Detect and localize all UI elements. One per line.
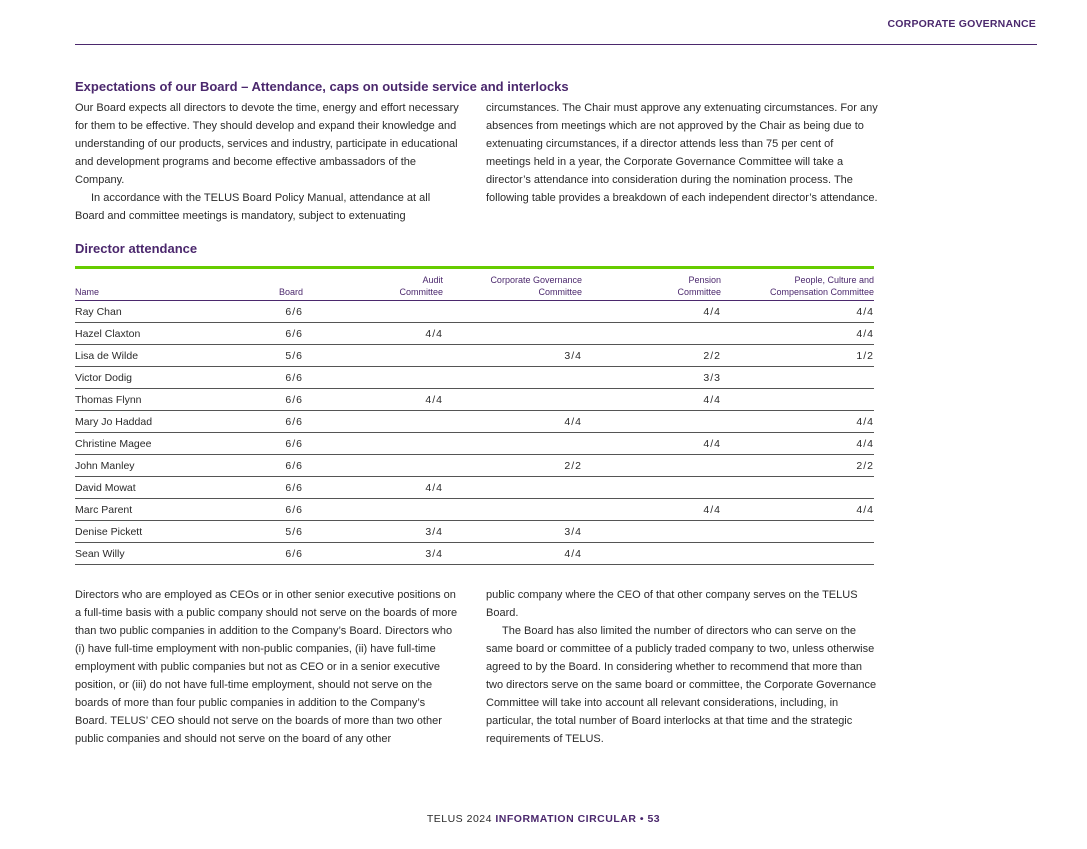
cell-name: Marc Parent (75, 499, 235, 521)
page-footer (0, 813, 1087, 825)
cell-pension (582, 455, 721, 477)
cell-audit (303, 345, 443, 367)
cell-name: Ray Chan (75, 301, 235, 323)
cell-people-culture-compensation: 4/4 (721, 323, 874, 345)
cell-pension: 3/3 (582, 367, 721, 389)
cell-audit (303, 301, 443, 323)
cell-audit: 4/4 (303, 389, 443, 411)
cell-name: Sean Willy (75, 543, 235, 565)
paragraph: In accordance with the TELUS Board Policy Manual, attendance at all Board and committee meetings is mandatory, subject to extenuating (75, 192, 431, 222)
cell-pension (582, 521, 721, 543)
cell-board: 5/6 (235, 345, 303, 367)
cell-board: 6/6 (235, 543, 303, 565)
cell-corporate-governance: 4/4 (443, 543, 582, 565)
attendance-table-container (75, 266, 874, 565)
paragraph: Our Board expects all directors to devote the time, energy and effort necessary for them to be effective. They should develop and expand their knowledge and understanding of our products, services and industry, participate in educational and development programs and become effective ambassadors of the Company. (75, 102, 459, 186)
header-pension-committee: Pension Committee (582, 269, 721, 301)
cell-pension (582, 477, 721, 499)
header-name: Name (75, 269, 235, 301)
cell-pension (582, 543, 721, 565)
table-header-row (75, 269, 874, 301)
cell-name: Christine Magee (75, 433, 235, 455)
cell-pension: 2/2 (582, 345, 721, 367)
cell-people-culture-compensation: 4/4 (721, 499, 874, 521)
paragraph: Directors who are employed as CEOs or in other senior executive positions on a full-time basis with a public company should not serve on the boards of more than two public companies in addition to the Company’s Board. Directors who (i) have full-time employment with non-public companies, (ii) have full-time employment with public companies but not as CEO or in a senior executive position, or (iii) do not have full-time employment, should not serve on the boards of more than four public companies in addition to the Company’s Board. TELUS’ CEO should not serve on the boards of more than two other public companies and should not serve on the board of any other (75, 589, 458, 745)
cell-pension (582, 323, 721, 345)
cell-pension (582, 411, 721, 433)
cell-pension: 4/4 (582, 389, 721, 411)
cell-board: 6/6 (235, 433, 303, 455)
cell-corporate-governance (443, 477, 582, 499)
cell-corporate-governance (443, 389, 582, 411)
header-corporate-governance-committee: Corporate Governance Committee (443, 269, 582, 301)
cell-pension: 4/4 (582, 499, 721, 521)
table-row (75, 323, 874, 345)
table-row (75, 411, 874, 433)
cell-name: David Mowat (75, 477, 235, 499)
cell-audit: 4/4 (303, 477, 443, 499)
cell-audit (303, 433, 443, 455)
cell-corporate-governance (443, 499, 582, 521)
cell-people-culture-compensation: 4/4 (721, 433, 874, 455)
cell-board: 5/6 (235, 521, 303, 543)
cell-people-culture-compensation (721, 367, 874, 389)
cell-corporate-governance: 3/4 (443, 345, 582, 367)
cell-board: 6/6 (235, 455, 303, 477)
cell-corporate-governance (443, 301, 582, 323)
cell-pension: 4/4 (582, 433, 721, 455)
page-number: 53 (647, 813, 661, 825)
table-row (75, 521, 874, 543)
paragraph: public company where the CEO of that other company serves on the TELUS Board. (486, 589, 858, 619)
header-people-culture-compensation-committee: People, Culture and Compensation Committee (721, 269, 874, 301)
cell-corporate-governance: 4/4 (443, 411, 582, 433)
cell-people-culture-compensation: 1/2 (721, 345, 874, 367)
cell-board: 6/6 (235, 499, 303, 521)
cell-people-culture-compensation (721, 477, 874, 499)
cell-corporate-governance (443, 433, 582, 455)
cell-people-culture-compensation (721, 543, 874, 565)
header-audit-committee: Audit Committee (303, 269, 443, 301)
cell-audit: 3/4 (303, 521, 443, 543)
cell-name: Thomas Flynn (75, 389, 235, 411)
cell-board: 6/6 (235, 323, 303, 345)
table-row (75, 433, 874, 455)
table-row (75, 301, 874, 323)
header-divider (75, 44, 1037, 45)
cell-name: Lisa de Wilde (75, 345, 235, 367)
cell-name: John Manley (75, 455, 235, 477)
cell-board: 6/6 (235, 389, 303, 411)
cell-board: 6/6 (235, 411, 303, 433)
cell-corporate-governance (443, 367, 582, 389)
paragraph: The Board has also limited the number of directors who can serve on the same board or committee of a publicly traded company to two, unless otherwise agreed to by the Board. In considering whether to recommend that more than two directors serve on the same board or committee, the Corporate Governance Committee will take into account all relevant considerations, including, in particular, the total number of Board interlocks at that time and the strategic requirements of TELUS. (486, 625, 877, 745)
section-heading: Expectations of our Board – Attendance, caps on outside service and interlocks (75, 79, 569, 94)
cell-audit: 4/4 (303, 323, 443, 345)
cell-corporate-governance: 3/4 (443, 521, 582, 543)
cell-name: Denise Pickett (75, 521, 235, 543)
cell-pension: 4/4 (582, 301, 721, 323)
intro-column-left (75, 99, 459, 225)
cell-corporate-governance (443, 323, 582, 345)
cell-name: Victor Dodig (75, 367, 235, 389)
caps-column-right (486, 586, 880, 748)
table-row (75, 499, 874, 521)
cell-people-culture-compensation: 4/4 (721, 411, 874, 433)
cell-corporate-governance: 2/2 (443, 455, 582, 477)
cell-board: 6/6 (235, 477, 303, 499)
header-board: Board (235, 269, 303, 301)
cell-board: 6/6 (235, 301, 303, 323)
attendance-table (75, 269, 874, 565)
cell-audit (303, 499, 443, 521)
cell-people-culture-compensation: 2/2 (721, 455, 874, 477)
footer-separator: • (639, 813, 645, 825)
table-row (75, 455, 874, 477)
table-row (75, 345, 874, 367)
paragraph: circumstances. The Chair must approve any extenuating circumstances. For any absences from meetings which are not approved by the Chair as being due to extenuating circumstances, if a director attends less than 75 per cent of meetings held in a year, the Corporate Governance Committee will take a director’s attendance into consideration during the nomination process. The following table provides a breakdown of each independent director’s attendance. (486, 102, 878, 204)
cell-board: 6/6 (235, 367, 303, 389)
caps-column-left (75, 586, 459, 748)
footer-prefix: TELUS 2024 (426, 813, 492, 825)
cell-audit (303, 367, 443, 389)
cell-people-culture-compensation: 4/4 (721, 301, 874, 323)
cell-name: Hazel Claxton (75, 323, 235, 345)
section-label: CORPORATE GOVERNANCE (887, 18, 1036, 30)
cell-audit (303, 411, 443, 433)
table-row (75, 389, 874, 411)
cell-people-culture-compensation (721, 389, 874, 411)
cell-people-culture-compensation (721, 521, 874, 543)
table-row (75, 367, 874, 389)
attendance-heading: Director attendance (75, 241, 198, 256)
footer-title: INFORMATION CIRCULAR (495, 813, 637, 825)
cell-audit: 3/4 (303, 543, 443, 565)
intro-column-right (486, 99, 880, 207)
cell-audit (303, 455, 443, 477)
table-row (75, 477, 874, 499)
cell-name: Mary Jo Haddad (75, 411, 235, 433)
table-row (75, 543, 874, 565)
